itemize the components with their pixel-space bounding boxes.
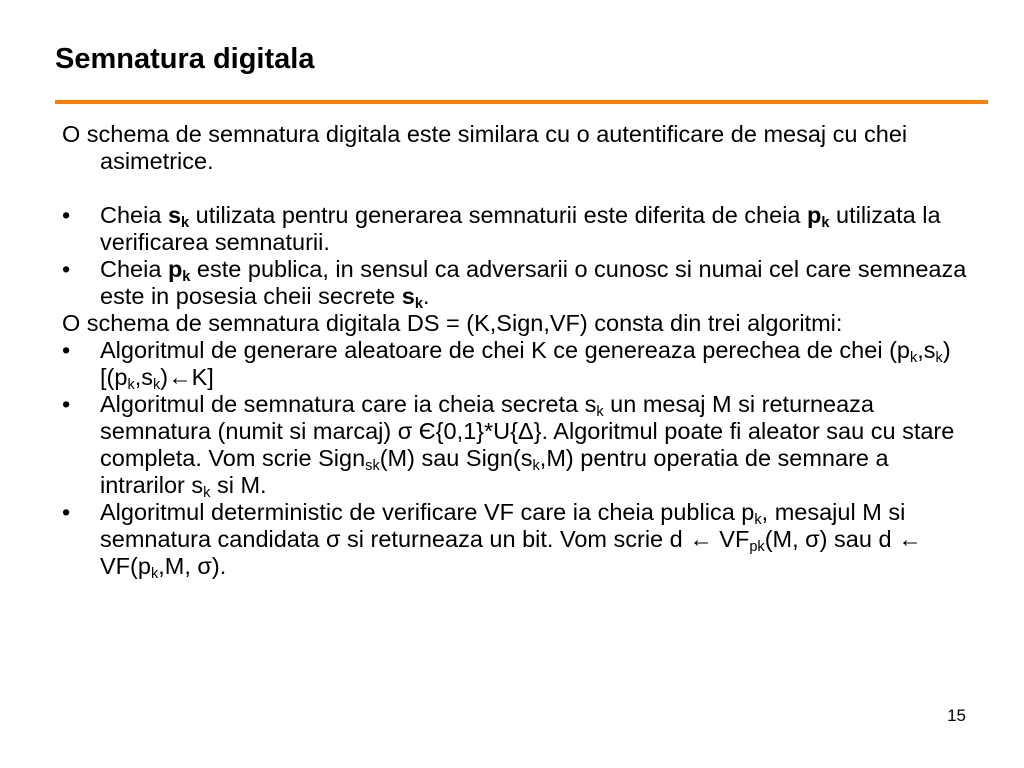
- key-letter: p: [167, 256, 183, 282]
- key-letter: p: [807, 202, 822, 228]
- left-arrow-icon: ←: [898, 526, 922, 552]
- bullet-text: un mesaj M si returneaza semnatura (numit si marcaj) σ Є{0,1}*U{Δ}. Algoritmul poate fi aleator sau cu stare completa. Vom scrie Sign: [100, 391, 955, 471]
- subscript: k: [203, 485, 211, 502]
- slide-body: [62, 121, 967, 583]
- bullet-text: K]: [191, 364, 214, 390]
- subscript: k: [754, 512, 762, 529]
- slide-title: Semnatura digitala: [55, 43, 315, 75]
- bullet-text: VF(p: [100, 553, 151, 579]
- subscript: k: [935, 350, 943, 367]
- key-symbol: [167, 202, 190, 232]
- subscript: k: [909, 350, 918, 367]
- paragraph-gap: [62, 175, 967, 202]
- bullet-text: utilizata la verificarea semnaturii.: [100, 202, 941, 255]
- subscript: pk: [749, 539, 765, 556]
- bullet-text: (M) sau Sign(s: [379, 445, 533, 471]
- bullet-text: Cheia: [100, 202, 168, 228]
- key-symbol: [807, 202, 830, 232]
- bullet-text: Algoritmul de generare aleatoare de chei K ce genereaza perechea de chei (p: [100, 337, 910, 363]
- page-number: 15: [947, 706, 966, 725]
- bullet-signing: [62, 391, 967, 502]
- bullet-text: , mesajul M si semnatura candidata σ si returneaza un bit. Vom scrie d: [100, 499, 906, 552]
- key-subscript: k: [182, 269, 191, 286]
- key-subscript: k: [181, 215, 190, 232]
- bullet-marker: •: [62, 202, 71, 228]
- bullet-text: ,s: [917, 337, 936, 363]
- bullet-text: ): [160, 364, 169, 390]
- bullet-text: ,M, σ).: [158, 553, 227, 579]
- key-subscript: k: [821, 215, 830, 232]
- ds-paragraph: O schema de semnatura digitala DS = (K,Sign,VF) consta din trei algoritmi:: [62, 310, 843, 336]
- bullet-text: Cheia: [100, 256, 168, 282]
- key-subscript: k: [414, 296, 423, 313]
- bullet-marker: •: [62, 337, 71, 363]
- bullet-text: (M, σ) sau d: [764, 526, 899, 552]
- bullet-text: ,M) pentru operatia de semnare a intrarilor s: [100, 445, 889, 498]
- left-arrow-icon: ←: [689, 526, 713, 552]
- key-letter: s: [401, 283, 415, 309]
- bullet-text: ,s: [134, 364, 153, 390]
- bullet-text: este publica, in sensul ca adversarii o cunosc si numai cel care semneaza este in posesia cheii secrete: [100, 256, 967, 309]
- bullet-verification: [62, 499, 967, 583]
- bullet-marker: •: [62, 391, 71, 417]
- key-symbol: [167, 256, 191, 286]
- subscript: sk: [365, 458, 380, 475]
- left-arrow-icon: ←: [168, 364, 192, 390]
- subscript: k: [532, 458, 540, 475]
- bullet-text: .: [422, 283, 430, 309]
- subscript: k: [153, 377, 161, 394]
- subscript: k: [150, 566, 159, 583]
- bullet-secret-key: [62, 202, 967, 256]
- bullet-text: VF: [712, 526, 750, 552]
- bullet-text: utilizata pentru generarea semnaturii este diferita de cheia: [189, 202, 808, 228]
- bullet-text: si M.: [210, 472, 267, 498]
- key-letter: s: [167, 202, 182, 228]
- intro-paragraph: O schema de semnatura digitala este similara cu o autentificare de mesaj cu chei asimetrice.: [62, 121, 908, 174]
- bullet-text: Algoritmul deterministic de verificare VF care ia cheia publica p: [100, 499, 755, 525]
- bullet-marker: •: [62, 499, 71, 525]
- bullet-public-key: [62, 256, 967, 313]
- bullet-text: ) [(p: [100, 337, 951, 390]
- bullet-text: Algoritmul de semnatura care ia cheia secreta s: [100, 391, 597, 417]
- title-underline: [55, 100, 988, 104]
- key-symbol: [401, 283, 423, 313]
- bullet-marker: •: [62, 256, 71, 282]
- subscript: k: [596, 404, 604, 421]
- subscript: k: [127, 377, 135, 394]
- bullet-key-generation: [62, 337, 967, 394]
